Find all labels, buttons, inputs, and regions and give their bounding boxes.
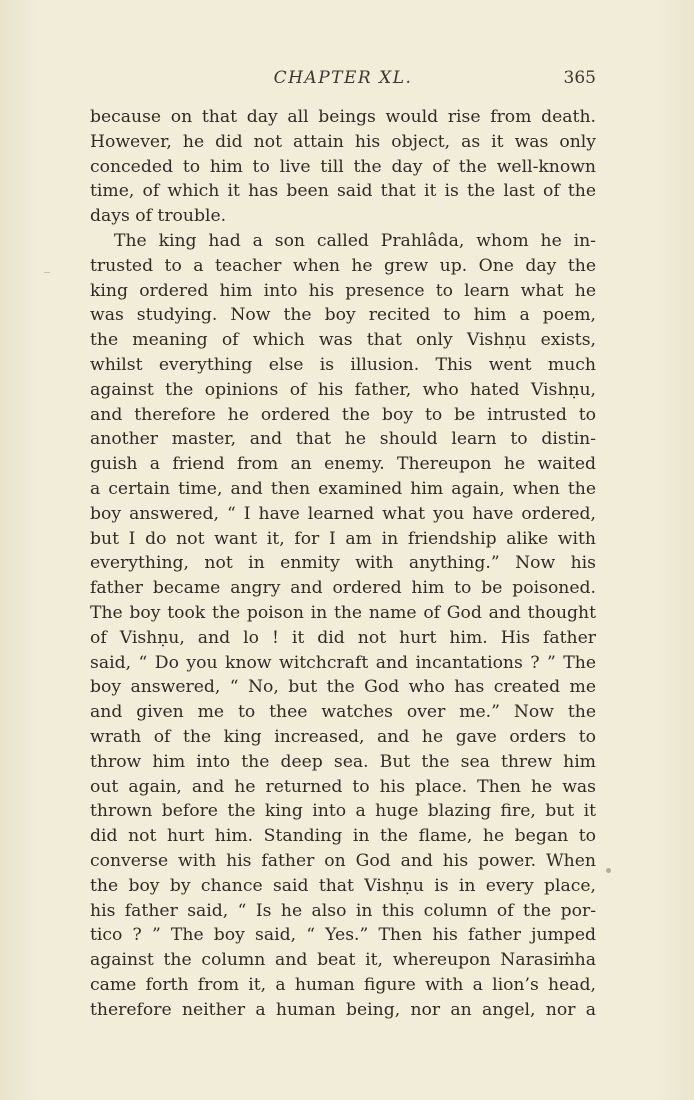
- text-line: trusted to a teacher when he grew up. One day the: [90, 255, 596, 276]
- text-line: The boy took the poison in the name of God and thought: [90, 602, 596, 623]
- text-line: and therefore he ordered the boy to be intrusted to: [90, 404, 596, 425]
- text-line: whilst everything else is illusion. This went much: [90, 354, 596, 375]
- text-line: a certain time, and then examined him again, when the: [90, 478, 596, 499]
- text-line: the meaning of which was that only Vishṇu exists,: [90, 330, 596, 351]
- text-line: converse with his father on God and his power. When: [90, 850, 596, 871]
- text-line: king ordered him into his presence to learn what he: [90, 280, 596, 301]
- chapter-title: CHAPTER XL.: [273, 68, 413, 88]
- text-line: thrown before the king into a huge blazing fire, but it: [90, 801, 596, 822]
- text-line: the boy by chance said that Vishṇu is in every place,: [90, 875, 596, 896]
- text-line: his father said, “ Is he also in this column of the por-: [90, 900, 596, 921]
- text-line: boy answered, “ No, but the God who has created me: [90, 677, 596, 698]
- body-text: [90, 105, 596, 1022]
- text-line: against the opinions of his father, who hated Vishṇu,: [90, 379, 596, 400]
- text-line: time, of which it has been said that it is the last of the: [90, 181, 596, 202]
- paper-blemish: [44, 272, 50, 273]
- text-line: but I do not want it, for I am in friendship alike with: [90, 528, 596, 549]
- text-line: did not hurt him. Standing in the flame, he began to: [90, 826, 596, 847]
- text-line: guish a friend from an enemy. Thereupon he waited: [90, 454, 596, 475]
- text-line: wrath of the king increased, and he gave orders to: [90, 726, 596, 747]
- text-line: because on that day all beings would rise from death.: [90, 107, 596, 127]
- text-line: out again, and he returned to his place. Then he was: [90, 776, 596, 797]
- text-line: boy answered, “ I have learned what you have ordered,: [90, 503, 596, 524]
- text-line: father became angry and ordered him to be poisoned.: [90, 578, 596, 599]
- text-line: therefore neither a human being, nor an angel, nor a: [90, 999, 596, 1020]
- text-line: and given me to thee watches over me.” Now the: [90, 702, 596, 723]
- text-line: However, he did not attain his object, as it was only: [90, 131, 596, 152]
- ink-speck: [606, 868, 611, 873]
- running-head: [90, 68, 596, 96]
- text-line: throw him into the deep sea. But the sea threw him: [90, 751, 596, 772]
- text-line: everything, not in enmity with anything.” Now his: [90, 553, 596, 574]
- text-line: against the column and beat it, whereupon Narasiṁha: [90, 950, 596, 971]
- text-line: another master, and that he should learn to distin-: [90, 429, 596, 450]
- text-line: of Vishṇu, and lo ! it did not hurt him. His father: [90, 627, 596, 648]
- text-line: said, “ Do you know witchcraft and incantations ? ” The: [90, 652, 596, 673]
- page-number: 365: [563, 68, 596, 88]
- text-line: came forth from it, a human figure with a lion’s head,: [90, 974, 596, 995]
- text-line: was studying. Now the boy recited to him a poem,: [90, 305, 596, 326]
- text-line: days of trouble.: [90, 206, 227, 227]
- paragraph-start-line: The king had a son called Prahlâda, whom he in-: [114, 230, 596, 251]
- text-line: tico ? ” The boy said, “ Yes.” Then his father jumped: [90, 925, 596, 946]
- text-line: conceded to him to live till the day of the well-known: [90, 156, 596, 177]
